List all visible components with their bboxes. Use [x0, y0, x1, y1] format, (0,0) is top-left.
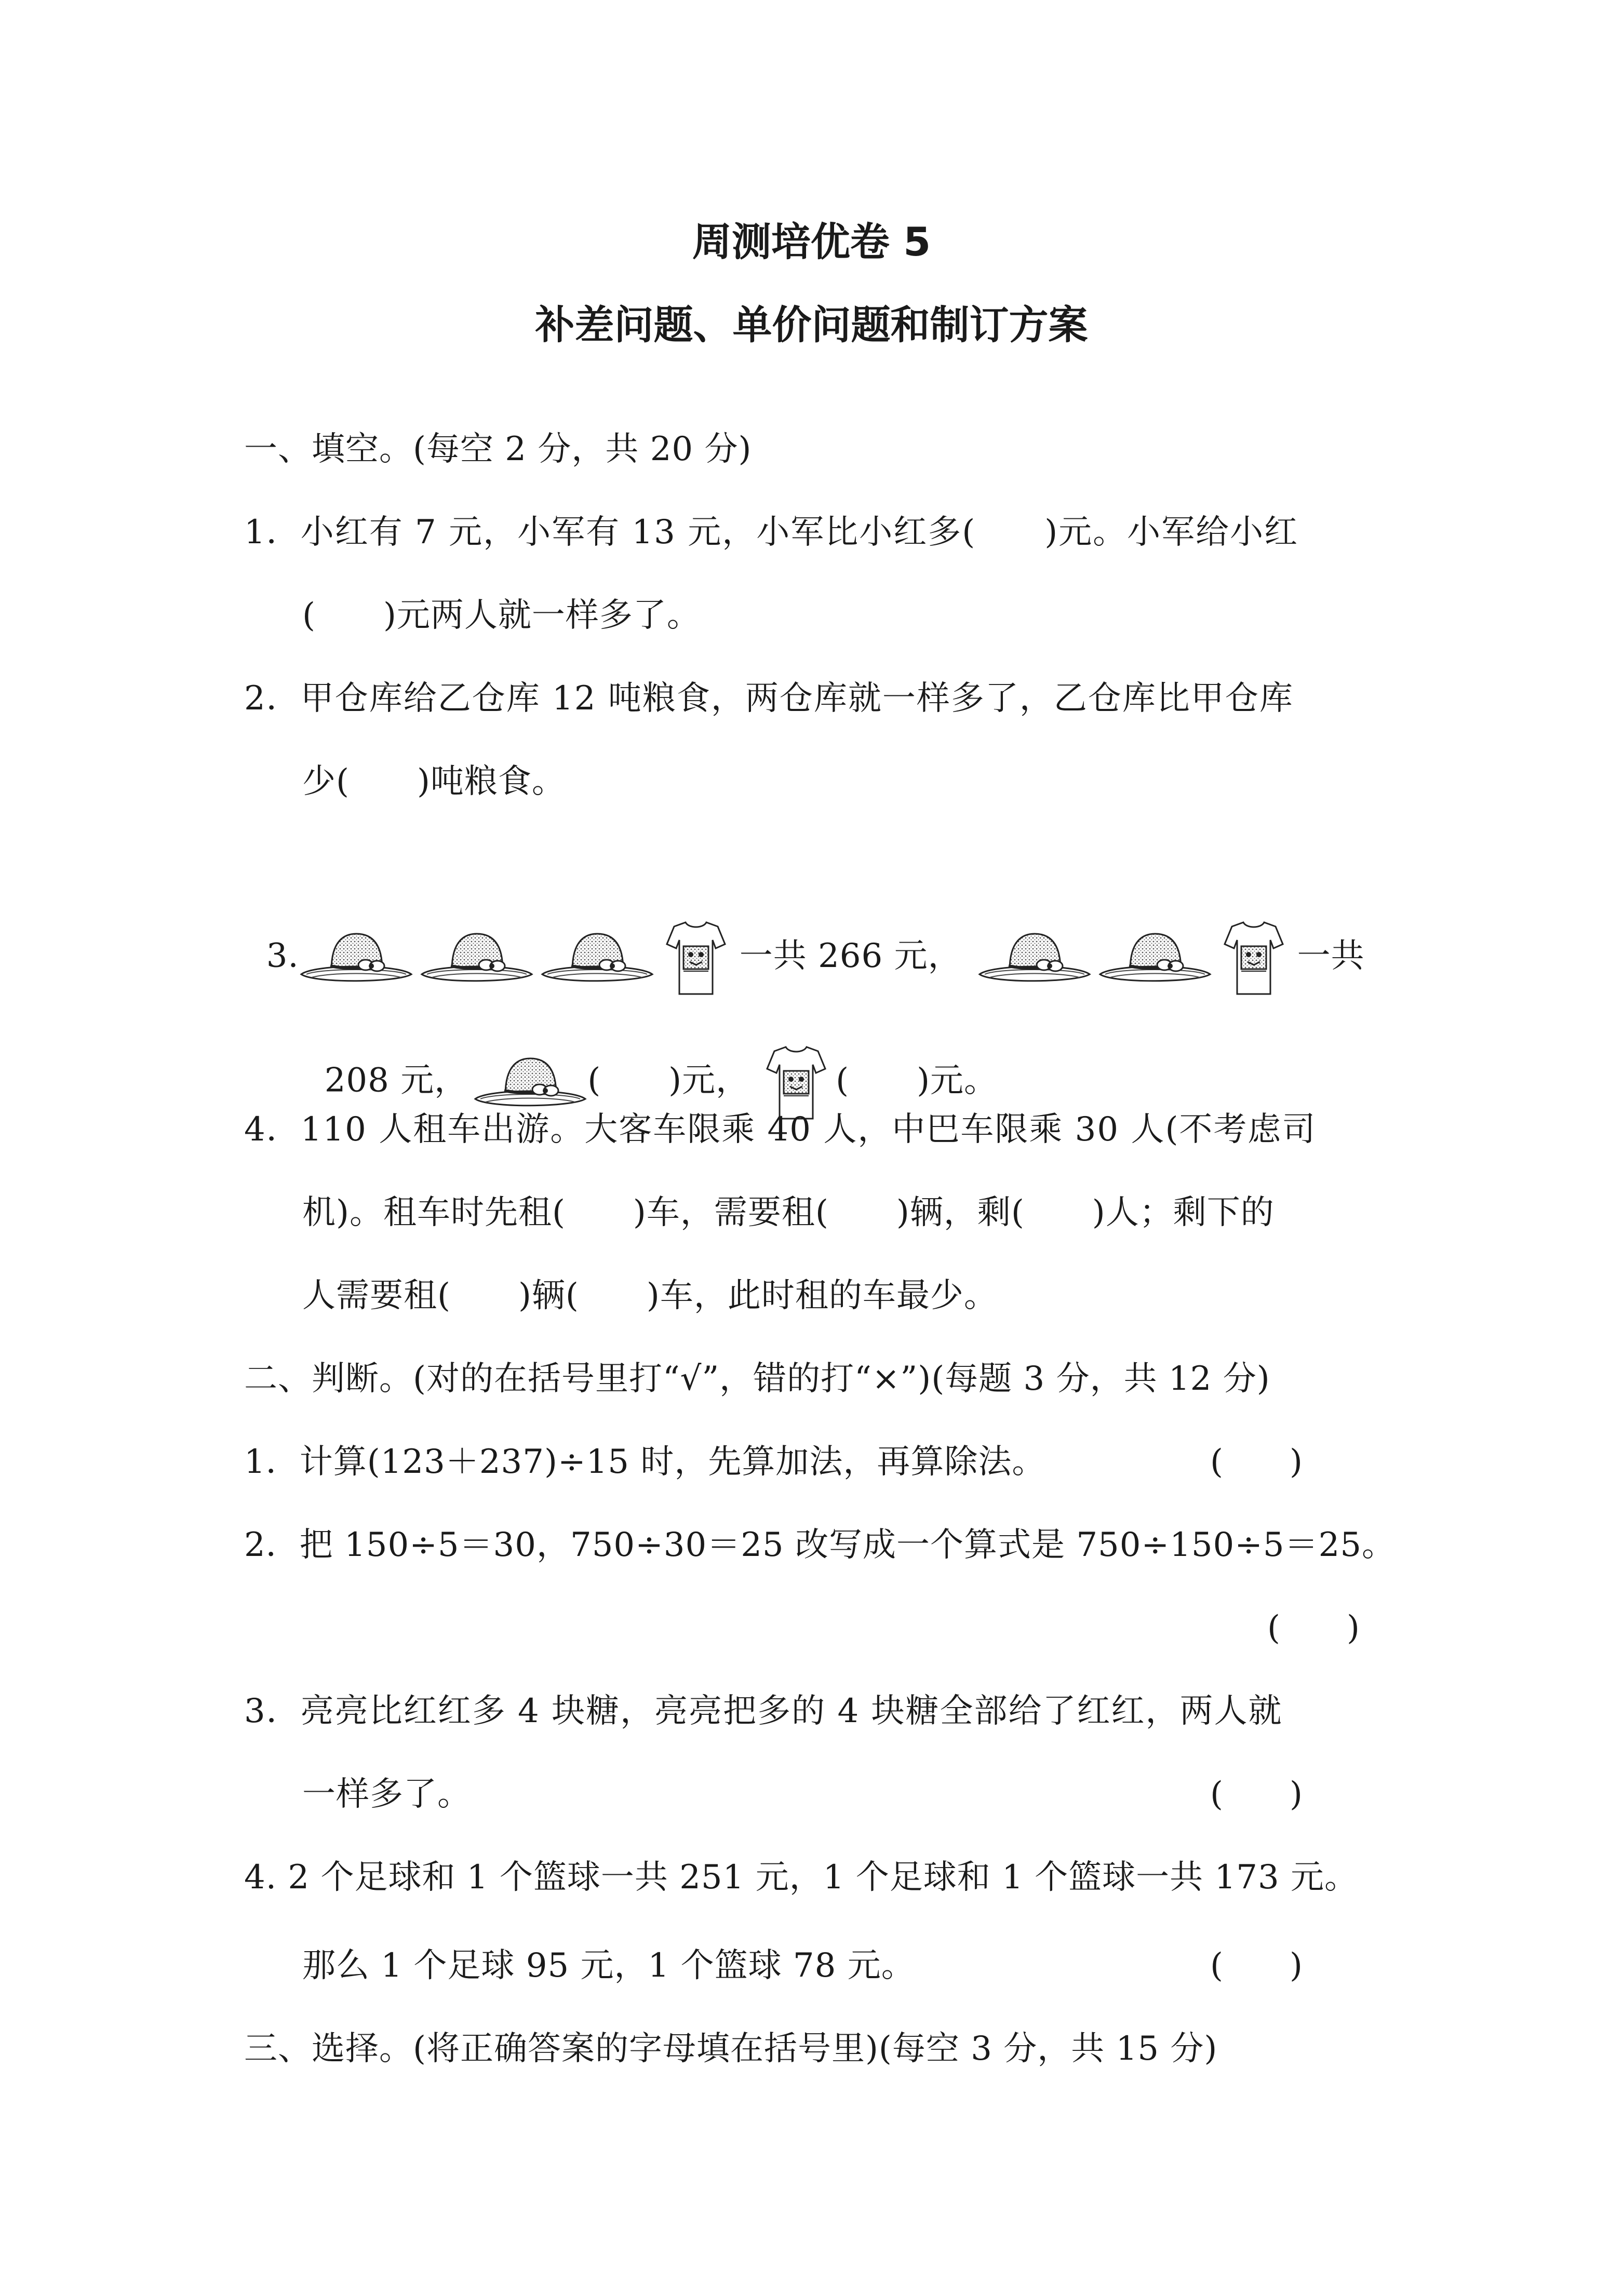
- hat-icon: [420, 930, 534, 987]
- s2-q3-answer-bracket: ( ): [1210, 1775, 1303, 1814]
- s1-q4-line2: 机)。租车时先租( )车，需要租( )辆，剩( )人；剩下的: [302, 1193, 1275, 1232]
- s1-q3-text-a: 一共 266 元，: [739, 936, 962, 975]
- s1-q3-line2: [302, 997, 998, 1122]
- tshirt-icon: [665, 919, 727, 997]
- s2-q4-line2: 那么 1 个足球 95 元，1 个篮球 78 元。: [302, 1946, 915, 1985]
- hat-icon: [540, 930, 654, 987]
- section2-heading: 二、判断。(对的在括号里打“√”，错的打“×”)(每题 3 分，共 12 分): [244, 1360, 1270, 1398]
- s2-q1-text: 1．计算(123＋237)÷15 时，先算加法，再算除法。: [244, 1443, 1046, 1481]
- s1-q2-line2: 少( )吨粮食。: [302, 762, 566, 801]
- s1-q3-text-c: 208 元，: [324, 1061, 468, 1100]
- page-title: 周测培优卷 5: [692, 219, 931, 265]
- s1-q4-line3: 人需要租( )辆( )车，此时租的车最少。: [302, 1277, 998, 1315]
- page-subtitle: 补差问题、单价问题和制订方案: [535, 302, 1088, 348]
- section1-heading: 一、填空。(每空 2 分，共 20 分): [244, 430, 752, 468]
- s1-q4-line1: 4．110 人租车出游。大客车限乘 40 人，中巴车限乘 30 人(不考虑司: [244, 1110, 1317, 1149]
- s1-q3-text-e: ( )元。: [836, 1061, 998, 1100]
- hat-icon: [299, 930, 413, 987]
- hat-icon: [473, 1054, 587, 1111]
- s1-q1-line2: ( )元两人就一样多了。: [302, 596, 701, 635]
- hat-icon: [1098, 930, 1212, 987]
- s1-q3-text-d: ( )元，: [587, 1061, 750, 1100]
- hat-icon: [977, 930, 1092, 987]
- s1-q3-number: 3.: [266, 936, 299, 975]
- s2-q3-line1: 3．亮亮比红红多 4 块糖，亮亮把多的 4 块糖全部给了红红，两人就: [244, 1692, 1283, 1730]
- tshirt-icon: [1223, 919, 1285, 997]
- s1-q3-text-b: 一共: [1297, 936, 1365, 975]
- s2-q2-text: 2．把 150÷5＝30，750÷30＝25 改写成一个算式是 750÷150÷5＝25。: [244, 1526, 1396, 1564]
- s2-q1-answer-bracket: ( ): [1210, 1443, 1303, 1481]
- s1-q3-line1: [244, 872, 1365, 997]
- s2-q3-line2: 一样多了。: [302, 1775, 471, 1814]
- s1-q1-line1: 1．小红有 7 元，小军有 13 元，小军比小红多( )元。小军给小红: [244, 513, 1299, 552]
- section3-heading: 三、选择。(将正确答案的字母填在括号里)(每空 3 分，共 15 分): [244, 2030, 1218, 2068]
- s2-q4-line1: 4. 2 个足球和 1 个篮球一共 251 元，1 个足球和 1 个篮球一共 173 元。: [244, 1858, 1359, 1897]
- s2-q2-answer-bracket: ( ): [1267, 1609, 1360, 1647]
- s1-q2-line1: 2．甲仓库给乙仓库 12 吨粮食，两仓库就一样多了，乙仓库比甲仓库: [244, 679, 1294, 718]
- s2-q4-answer-bracket: ( ): [1210, 1946, 1303, 1985]
